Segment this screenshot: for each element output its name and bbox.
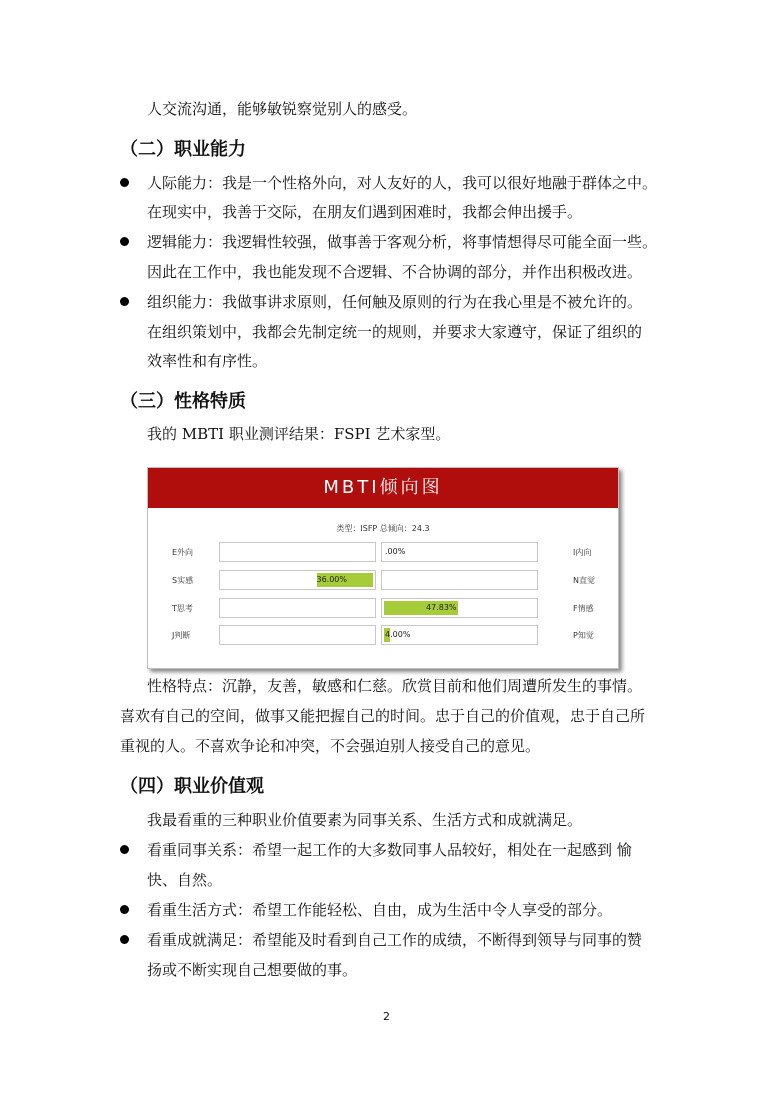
mbti-value-label: 36.00% <box>316 575 347 584</box>
value-achievement-line-2: 扬或不断实现自己想要做的事。 <box>147 961 358 979</box>
bullet-icon <box>120 935 129 944</box>
mbti-chart <box>147 467 619 669</box>
mbti-right-track <box>381 570 538 590</box>
ability-logic-line-2: 因此在工作中，我也能发现不合逻辑、不合协调的部分，并作出积极改进。 <box>147 263 643 281</box>
ability-interpersonal-line-2: 在现实中，我善于交际，在朋友们遇到困难时，我都会伸出援手。 <box>147 203 583 221</box>
mbti-left-track <box>219 625 376 645</box>
mbti-value-label: 47.83% <box>426 603 457 612</box>
value-achievement-line-1: 看重成就满足：希望能及时看到自己工作的成绩，不断得到领导与同事的赞 <box>147 931 643 949</box>
section-heading-abilities: （二）职业能力 <box>120 139 246 160</box>
section-heading-values: （四）职业价值观 <box>120 776 264 797</box>
mbti-left-label: J判断 <box>172 631 191 640</box>
mbti-row <box>148 570 618 590</box>
mbti-row <box>148 625 618 645</box>
page-number: 2 <box>383 1010 390 1023</box>
intro-continuation: 人交流沟通，能够敏锐察觉别人的感受。 <box>147 100 418 118</box>
ability-interpersonal-line-1: 人际能力：我是一个性格外向，对人友好的人，我可以很好地融于群体之中。 <box>147 174 658 192</box>
personality-para-line-1: 性格特点：沉静，友善，敏感和仁慈。欣赏目前和他们周遭所发生的事情。 <box>147 677 643 695</box>
bullet-icon <box>120 178 129 187</box>
mbti-left-label: S实感 <box>172 576 194 585</box>
mbti-result: 我的 MBTI 职业测评结果：FSPI 艺术家型。 <box>147 425 451 443</box>
chart-title: MBTI倾向图 <box>148 468 618 508</box>
mbti-value-label: .00% <box>385 547 406 556</box>
mbti-left-label: E外向 <box>172 548 194 557</box>
bullet-icon <box>120 845 129 854</box>
mbti-value-label: 4.00% <box>385 630 411 639</box>
mbti-right-track <box>381 625 538 645</box>
mbti-left-track <box>219 542 376 562</box>
mbti-row <box>148 598 618 618</box>
mbti-right-track <box>381 542 538 562</box>
personality-para-line-3: 重视的人。不喜欢争论和冲突，不会强迫别人接受自己的意见。 <box>120 737 541 755</box>
mbti-right-label: N直觉 <box>573 576 595 585</box>
bullet-icon <box>120 237 129 246</box>
mbti-left-track <box>219 598 376 618</box>
chart-subtitle: 类型：ISFP 总倾向：24.3 <box>336 524 430 533</box>
values-intro: 我最看重的三种职业价值要素为同事关系、生活方式和成就满足。 <box>147 811 583 829</box>
bullet-icon <box>120 905 129 914</box>
ability-organize-line-3: 效率性和有序性。 <box>147 352 268 370</box>
mbti-right-label: P知觉 <box>573 631 594 640</box>
bullet-icon <box>120 297 129 306</box>
mbti-left-label: T思考 <box>172 604 193 613</box>
ability-organize-line-2: 在组织策划中，我都会先制定统一的规则，并要求大家遵守，保证了组织的 <box>147 323 643 341</box>
mbti-right-track <box>381 598 538 618</box>
mbti-left-track <box>219 570 376 590</box>
mbti-row <box>148 542 618 562</box>
ability-organize-line-1: 组织能力：我做事讲求原则，任何触及原则的行为在我心里是不被允许的。 <box>147 293 643 311</box>
personality-para-line-2: 喜欢有自己的空间，做事又能把握自己的时间。忠于自己的价值观，忠于自己所 <box>120 707 646 725</box>
mbti-right-label: F情感 <box>573 604 594 613</box>
value-colleagues-line-1: 看重同事关系：希望一起工作的大多数同事人品较好，相处在一起感到 愉 <box>147 841 632 859</box>
section-heading-personality: （三）性格特质 <box>120 391 246 412</box>
value-lifestyle-line-1: 看重生活方式：希望工作能轻松、自由，成为生活中令人享受的部分。 <box>147 901 613 919</box>
mbti-right-label: I内向 <box>573 548 592 557</box>
ability-logic-line-1: 逻辑能力：我逻辑性较强，做事善于客观分析，将事情想得尽可能全面一些。 <box>147 233 658 251</box>
value-colleagues-line-2: 快、自然。 <box>147 871 223 889</box>
